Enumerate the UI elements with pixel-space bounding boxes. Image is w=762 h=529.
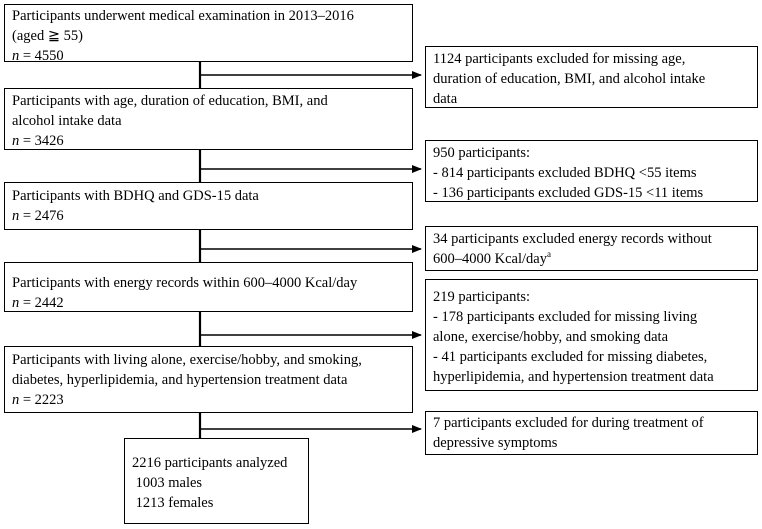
main-box-4 <box>4 262 413 312</box>
exclusion-box-4-line-2: - 178 participants excluded for missing living <box>433 309 698 325</box>
exclusion-box-2-line-2: - 814 participants excluded BDHQ <55 items <box>433 165 697 181</box>
main-box-5-line-1: Participants with living alone, exercise/hobby, and smoking, <box>12 352 362 368</box>
main-box-2-count: n = 3426 <box>12 133 64 149</box>
main-box-1-line-2: (aged ≧ 55) <box>12 28 83 44</box>
exclusion-box-5-line-2: depressive symptoms <box>433 435 558 451</box>
exclusion-box-4-line-3: alone, exercise/hobby, and smoking data <box>433 329 669 345</box>
main-box-1-line-1: Participants underwent medical examination in 2013–2016 <box>12 8 354 24</box>
exclusion-box-4 <box>425 279 758 391</box>
main-box-1-count: n = 4550 <box>12 48 64 64</box>
exclusion-box-1-line-1: 1124 participants excluded for missing age, <box>433 51 686 67</box>
final-box-line-2: 1003 males <box>132 475 203 491</box>
main-box-3-line-1: Participants with BDHQ and GDS-15 data <box>12 188 259 204</box>
exclusion-box-4-line-5: hyperlipidemia, and hypertension treatment data <box>433 369 714 385</box>
exclusion-box-1-line-2: duration of education, BMI, and alcohol intake <box>433 71 706 87</box>
exclusion-box-2 <box>425 140 758 202</box>
final-box-line-3: 1213 females <box>132 495 214 511</box>
exclusion-box-3-line-1: 34 participants excluded energy records without <box>433 231 712 247</box>
main-box-1 <box>4 4 413 62</box>
main-box-2 <box>4 88 413 150</box>
exclusion-box-4-line-1: 219 participants: <box>433 289 531 305</box>
main-box-2-line-2: alcohol intake data <box>12 113 122 129</box>
main-box-3-count: n = 2476 <box>12 208 64 224</box>
final-analysis-box <box>124 438 309 524</box>
exclusion-box-5 <box>425 411 758 455</box>
main-box-4-line-1: Participants with energy records within 600–4000 Kcal/day <box>12 275 358 291</box>
exclusion-box-2-line-1: 950 participants: <box>433 145 531 161</box>
main-box-5-line-2: diabetes, hyperlipidemia, and hypertension treatment data <box>12 372 348 388</box>
exclusion-box-5-line-1: 7 participants excluded for during treatment of <box>433 415 704 431</box>
exclusion-box-3-line-2: 600–4000 Kcal/day$^a$ <box>433 249 551 267</box>
main-box-5 <box>4 346 413 413</box>
exclusion-box-3 <box>425 226 758 271</box>
exclusion-box-1-line-3: data <box>433 91 458 107</box>
main-box-4-count: n = 2442 <box>12 295 64 311</box>
main-box-3 <box>4 182 413 230</box>
exclusion-box-2-line-3: - 136 participants excluded GDS-15 <11 items <box>433 185 704 201</box>
exclusion-box-1 <box>425 46 758 108</box>
exclusion-box-4-line-4: - 41 participants excluded for missing diabetes, <box>433 349 708 365</box>
main-box-2-line-1: Participants with age, duration of education, BMI, and <box>12 93 328 109</box>
main-box-5-count: n = 2223 <box>12 392 64 408</box>
footnote-marker: a <box>546 249 551 260</box>
final-box-line-1: 2216 participants analyzed <box>132 455 288 471</box>
